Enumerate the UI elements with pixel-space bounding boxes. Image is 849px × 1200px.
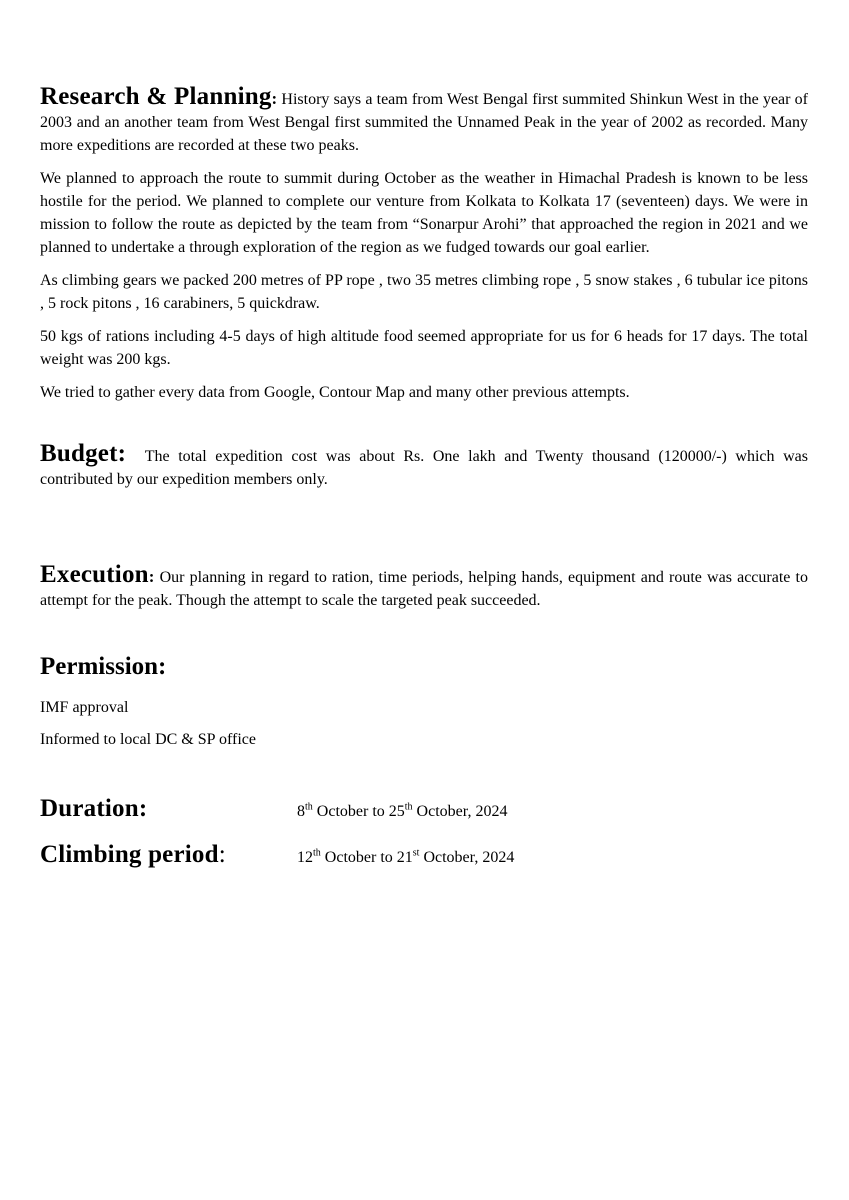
section-execution [40,563,808,612]
duration-label-colon: : [138,795,148,822]
schedule-row-duration [40,793,808,825]
section-research-planning [40,85,808,404]
duration-end-ordinal: th [404,801,413,813]
climbing-start-day: 12 [297,849,313,866]
section-permission [40,652,808,751]
research-planning-paragraph-1: We planned to approach the route to summit during October as the weather in Himachal Pradesh is known to be less hostile for the period. We planned to complete our venture from Kolkata to Kolkata 17 (seventeen) days. We were in mission to follow the route as depicted by the team from “Sonarpur Arohi” that approached the region in 2021 and we planned to undertake a through exploration of the region as we fudged towards our goal earlier. [40,170,808,256]
research-planning-paragraph-2: As climbing gears we packed 200 metres of PP rope , two 35 metres climbing rope , 5 snow stakes , 6 tubular ice pitons , 5 rock pitons , 16 carabiners, 5 quickdraw. [40,272,808,312]
climbing-period-label-colon: : [218,841,226,868]
climbing-period-label [40,839,297,871]
climbing-period-value [297,849,514,867]
climbing-middle-text: October to 21 [320,849,413,866]
schedule-row-climbing-period [40,839,808,871]
budget-paragraph [40,442,808,491]
climbing-end-text: October, 2024 [419,849,515,866]
research-planning-intro-text: History says a team from West Bengal first summited Shinkun West in the year of 2003 and an another team from West Bengal first summited the Unnamed Peak in the year of 2002 as recorded. Many more expeditions are recorded at these two peaks. [40,91,809,154]
execution-heading: Execution [40,561,149,588]
section-schedule [40,793,808,871]
duration-start-day: 8 [297,803,305,820]
budget-heading: Budget: [40,440,127,467]
execution-heading-colon: : [148,567,155,586]
permission-item-dc-sp: Informed to local DC & SP office [40,731,256,748]
execution-paragraph [40,563,808,612]
research-planning-paragraph-3: 50 kgs of rations including 4-5 days of high altitude food seemed appropriate for us for 6 heads for 17 days. The total weight was 200 kgs. [40,328,808,368]
duration-value [297,803,507,821]
duration-start-ordinal: th [305,801,313,813]
permission-heading: Permission: [40,653,167,680]
duration-end-text: October, 2024 [412,803,508,820]
budget-body-text: The total expedition cost was about Rs. One lakh and Twenty thousand (120000/-) which was contributed by our expedition members only. [40,448,809,488]
climbing-start-ordinal: th [313,847,321,859]
duration-middle-text: October to 25 [312,803,405,820]
permission-items [40,696,808,751]
research-planning-intro-paragraph [40,85,808,157]
duration-label-text: Duration [40,795,139,822]
climbing-end-ordinal: st [412,847,420,859]
duration-label [40,793,297,825]
permission-item-imf: IMF approval [40,699,129,716]
section-budget [40,442,808,491]
research-planning-heading-colon: : [271,89,278,108]
execution-body-text: Our planning in regard to ration, time periods, helping hands, equipment and route was accurate to attempt for the peak. Though the attempt to scale the targeted peak succeeded. [40,569,808,609]
climbing-period-label-text: Climbing period [40,841,219,868]
research-planning-heading: Research & Planning [40,83,272,110]
research-planning-paragraph-4: We tried to gather every data from Google, Contour Map and many other previous attempts. [40,384,630,401]
